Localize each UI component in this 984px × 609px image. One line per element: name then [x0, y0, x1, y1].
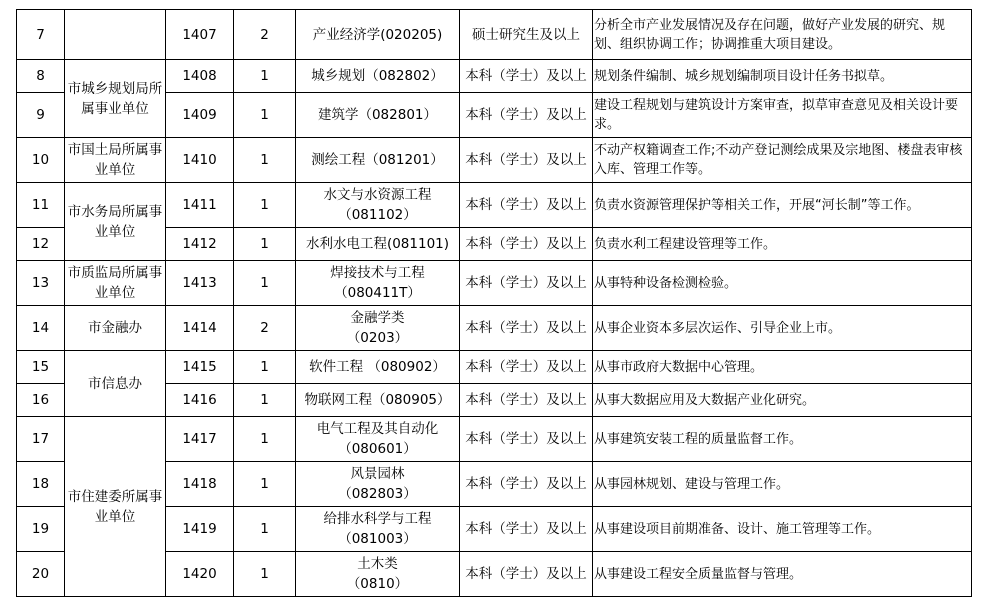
headcount: 1: [234, 183, 296, 228]
major-cell: [296, 462, 460, 507]
position-code: 1409: [166, 93, 234, 138]
duty-cell: 从事园林规划、建设与管理工作。: [593, 462, 972, 507]
position-code: 1410: [166, 138, 234, 183]
duty-cell: 从事特种设备检测检验。: [593, 261, 972, 306]
duty-cell: 负责水利工程建设管理等工作。: [593, 228, 972, 261]
major-name: 物联网工程（080905）: [304, 392, 451, 408]
education-cell: 本科（学士）及以上: [460, 183, 593, 228]
education-cell: 本科（学士）及以上: [460, 261, 593, 306]
major-code: （080601）: [338, 441, 417, 457]
row-number: 12: [17, 228, 65, 261]
major-name: 建筑学（082801）: [317, 107, 438, 123]
position-code: 1407: [166, 10, 234, 60]
unit-cell: 市金融办: [65, 306, 166, 351]
position-code: 1412: [166, 228, 234, 261]
row-number: 17: [17, 417, 65, 462]
education-cell: 本科（学士）及以上: [460, 306, 593, 351]
positions-table: [16, 9, 972, 597]
row-number: 8: [17, 60, 65, 93]
major-cell: [296, 60, 460, 93]
position-code: 1419: [166, 507, 234, 552]
table-row: [17, 351, 972, 384]
major-cell: [296, 507, 460, 552]
headcount: 1: [234, 552, 296, 597]
major-cell: [296, 183, 460, 228]
education-cell: 本科（学士）及以上: [460, 507, 593, 552]
major-code: （0203）: [346, 330, 409, 346]
row-number: 16: [17, 384, 65, 417]
major-cell: [296, 261, 460, 306]
row-number: 14: [17, 306, 65, 351]
headcount: 1: [234, 261, 296, 306]
row-number: 20: [17, 552, 65, 597]
position-code: 1411: [166, 183, 234, 228]
table-row: [17, 183, 972, 228]
duty-cell: 不动产权籍调查工作;不动产登记测绘成果及宗地图、楼盘表审核入库、管理工作等。: [593, 138, 972, 183]
position-code: 1415: [166, 351, 234, 384]
major-cell: [296, 351, 460, 384]
major-code: （080411T）: [334, 285, 421, 301]
major-code: （081003）: [338, 531, 417, 547]
education-cell: 本科（学士）及以上: [460, 228, 593, 261]
row-number: 10: [17, 138, 65, 183]
duty-cell: 从事建筑安装工程的质量监督工作。: [593, 417, 972, 462]
duty-cell: 负责水资源管理保护等相关工作，开展“河长制”等工作。: [593, 183, 972, 228]
duty-cell: 分析全市产业发展情况及存在问题，做好产业发展的研究、规划、组织协调工作；协调推重大项目建设。: [593, 10, 972, 60]
major-cell: [296, 417, 460, 462]
major-cell: [296, 228, 460, 261]
position-code: 1418: [166, 462, 234, 507]
major-name: 金融学类: [350, 310, 405, 326]
row-number: 7: [17, 10, 65, 60]
headcount: 2: [234, 10, 296, 60]
row-number: 18: [17, 462, 65, 507]
position-code: 1416: [166, 384, 234, 417]
table-row: [17, 306, 972, 351]
table-row: [17, 60, 972, 93]
row-number: 9: [17, 93, 65, 138]
major-cell: [296, 10, 460, 60]
document-page: [16, 9, 971, 597]
education-cell: 本科（学士）及以上: [460, 417, 593, 462]
major-name: 给排水科学与工程: [323, 511, 432, 527]
row-number: 15: [17, 351, 65, 384]
major-name: 软件工程 （080902）: [309, 359, 446, 375]
major-name: 土木类: [357, 556, 398, 572]
education-cell: 本科（学士）及以上: [460, 384, 593, 417]
major-cell: [296, 138, 460, 183]
unit-cell: 市信息办: [65, 351, 166, 417]
duty-cell: 从事市政府大数据中心管理。: [593, 351, 972, 384]
unit-cell: 市水务局所属事业单位: [65, 183, 166, 261]
unit-cell: 市住建委所属事业单位: [65, 417, 166, 597]
table-row: [17, 417, 972, 462]
table-row: [17, 10, 972, 60]
major-cell: [296, 306, 460, 351]
position-code: 1414: [166, 306, 234, 351]
headcount: 1: [234, 138, 296, 183]
unit-cell: 市质监局所属事业单位: [65, 261, 166, 306]
table-row: [17, 138, 972, 183]
major-name: 焊接技术与工程: [330, 265, 425, 281]
headcount: 1: [234, 228, 296, 261]
major-code: （081102）: [338, 207, 417, 223]
headcount: 1: [234, 507, 296, 552]
headcount: 1: [234, 351, 296, 384]
headcount: 2: [234, 306, 296, 351]
headcount: 1: [234, 384, 296, 417]
unit-cell: 市城乡规划局所属事业单位: [65, 60, 166, 138]
duty-cell: 规划条件编制、城乡规划编制项目设计任务书拟草。: [593, 60, 972, 93]
major-cell: [296, 384, 460, 417]
education-cell: 本科（学士）及以上: [460, 93, 593, 138]
major-name: 城乡规划（082802）: [311, 68, 444, 84]
headcount: 1: [234, 60, 296, 93]
major-name: 产业经济学(020205): [312, 26, 443, 43]
row-number: 13: [17, 261, 65, 306]
row-number: 19: [17, 507, 65, 552]
duty-cell: 从事企业资本多层次运作、引导企业上市。: [593, 306, 972, 351]
duty-cell: 从事建设工程安全质量监督与管理。: [593, 552, 972, 597]
duty-cell: 从事建设项目前期准备、设计、施工管理等工作。: [593, 507, 972, 552]
headcount: 1: [234, 93, 296, 138]
major-name: 风景园林: [350, 466, 405, 482]
education-cell: 本科（学士）及以上: [460, 351, 593, 384]
education-cell: 硕士研究生及以上: [460, 10, 593, 60]
duty-cell: 从事大数据应用及大数据产业化研究。: [593, 384, 972, 417]
unit-cell: [65, 10, 166, 60]
major-code: （0810）: [346, 576, 409, 592]
position-code: 1413: [166, 261, 234, 306]
major-cell: [296, 93, 460, 138]
education-cell: 本科（学士）及以上: [460, 552, 593, 597]
duty-cell: 建设工程规划与建筑设计方案审查，拟草审查意见及相关设计要求。: [593, 93, 972, 138]
headcount: 1: [234, 417, 296, 462]
major-name: 水利水电工程(081101): [305, 236, 450, 252]
major-name: 水文与水资源工程: [323, 187, 432, 203]
headcount: 1: [234, 462, 296, 507]
table-row: [17, 261, 972, 306]
education-cell: 本科（学士）及以上: [460, 138, 593, 183]
education-cell: 本科（学士）及以上: [460, 462, 593, 507]
major-code: （082803）: [338, 486, 417, 502]
unit-cell: 市国土局所属事业单位: [65, 138, 166, 183]
major-name: 测绘工程（081201）: [311, 152, 444, 168]
position-code: 1408: [166, 60, 234, 93]
position-code: 1420: [166, 552, 234, 597]
major-cell: [296, 552, 460, 597]
position-code: 1417: [166, 417, 234, 462]
major-name: 电气工程及其自动化: [316, 421, 439, 437]
education-cell: 本科（学士）及以上: [460, 60, 593, 93]
row-number: 11: [17, 183, 65, 228]
